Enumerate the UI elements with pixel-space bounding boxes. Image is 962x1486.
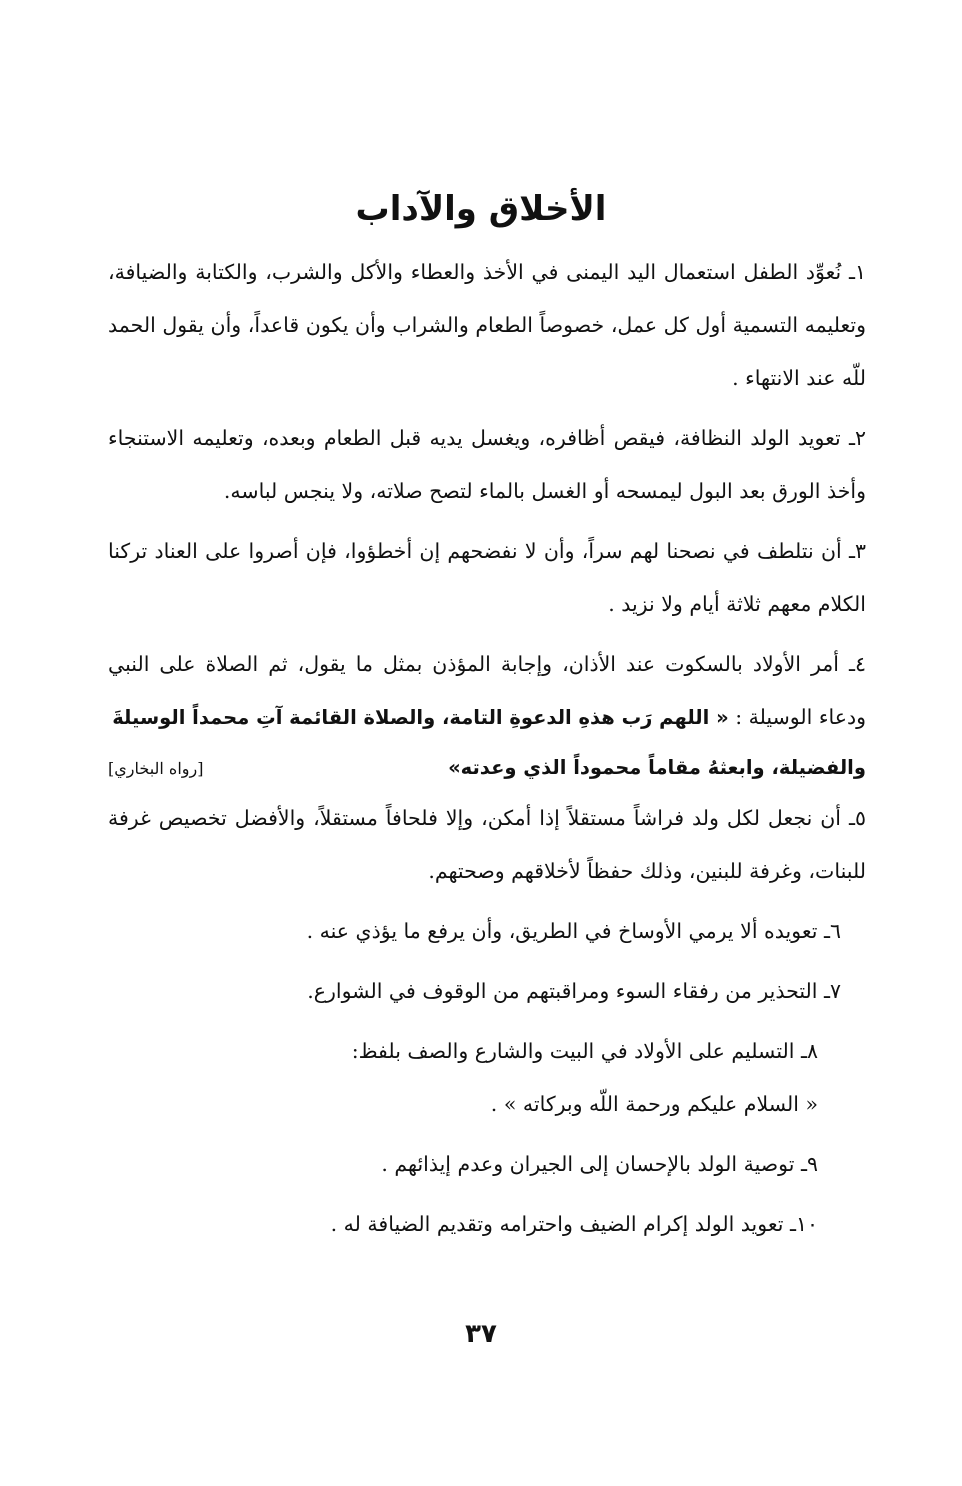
item-4 bbox=[108, 638, 866, 792]
item-4-block bbox=[108, 638, 866, 744]
page-number: ٣٧ bbox=[465, 1319, 497, 1349]
item-4-intro: ٤ـ أمر الأولاد بالسكوت عند الأذان، وإجابة المؤذن بمثل ما يقول، ثم الصلاة على النبي ودعاء الوسيلة : bbox=[108, 652, 866, 729]
item-9: ٩ـ توصية الولد بالإحسان إلى الجيران وعدم إيذائهم . bbox=[381, 1152, 818, 1176]
page-title: الأخلاق والآداب bbox=[355, 189, 607, 229]
item-2: ٢ـ تعويد الولد النظافة، فيقص أظافره، ويغسل يديه قبل الطعام وبعده، وتعليمه الاستنجاء وأخذ الورق بعد البول ليمسحه أو الغسل بالماء لتصح صلاته، ولا ينجس لباسه. bbox=[108, 426, 866, 503]
item-4-dua-line1: « اللهم رَب هذهِ الدعوةِ التامة، والصلاة القائمة آتِ محمداً الوسيلةَ bbox=[112, 706, 729, 729]
item-5: ٥ـ أن نجعل لكل ولد فراشاً مستقلاً إذا أمكن، وإلا فلحافاً مستقلاً، والأفضل تخصيص غرفة للبنات، وغرفة للبنين، وذلك حفظاً لأخلاقهم وصحتهم. bbox=[108, 806, 866, 883]
content-body bbox=[108, 246, 866, 1258]
item-4-dua-row bbox=[108, 744, 866, 792]
item-8-greeting: « السلام عليكم ورحمة اللّه وبركاته » . bbox=[490, 1092, 818, 1116]
item-4-dua-line2: والفضيلة، وابعثهُ مقاماً محموداً الذي وعدته» bbox=[448, 756, 866, 779]
item-10: ١٠ـ تعويد الولد إكرام الضيف واحترامه وتقديم الضيافة له . bbox=[330, 1212, 818, 1236]
item-8: ٨ـ التسليم على الأولاد في البيت والشارع والصف بلفظ: bbox=[351, 1039, 818, 1063]
item-6: ٦ـ تعويده ألا يرمي الأوساخ في الطريق، وأن يرفع ما يؤذي عنه . bbox=[306, 919, 841, 943]
item-1: ١ـ نُعوِّد الطفل استعمال اليد اليمنى في الأخذ والعطاء والأكل والشرب، والكتابة والضيافة، وتعليمه التسمية أول كل عمل، خصوصاً الطعام والشراب وأن يكون قاعداً، وأن يقول الحمد للّه عند الانتهاء . bbox=[108, 260, 866, 390]
item-3: ٣ـ أن نتلطف في نصحنا لهم سراً، وأن لا نفضحهم إن أخطؤوا، فإن أصروا على العناد تركنا الكلام معهم ثلاثة أيام ولا نزيد . bbox=[108, 539, 866, 616]
hadith-source: [رواه البخاري] bbox=[108, 759, 204, 778]
item-7: ٧ـ التحذير من رفقاء السوء ومراقبتهم من الوقوف في الشوارع. bbox=[307, 979, 841, 1003]
